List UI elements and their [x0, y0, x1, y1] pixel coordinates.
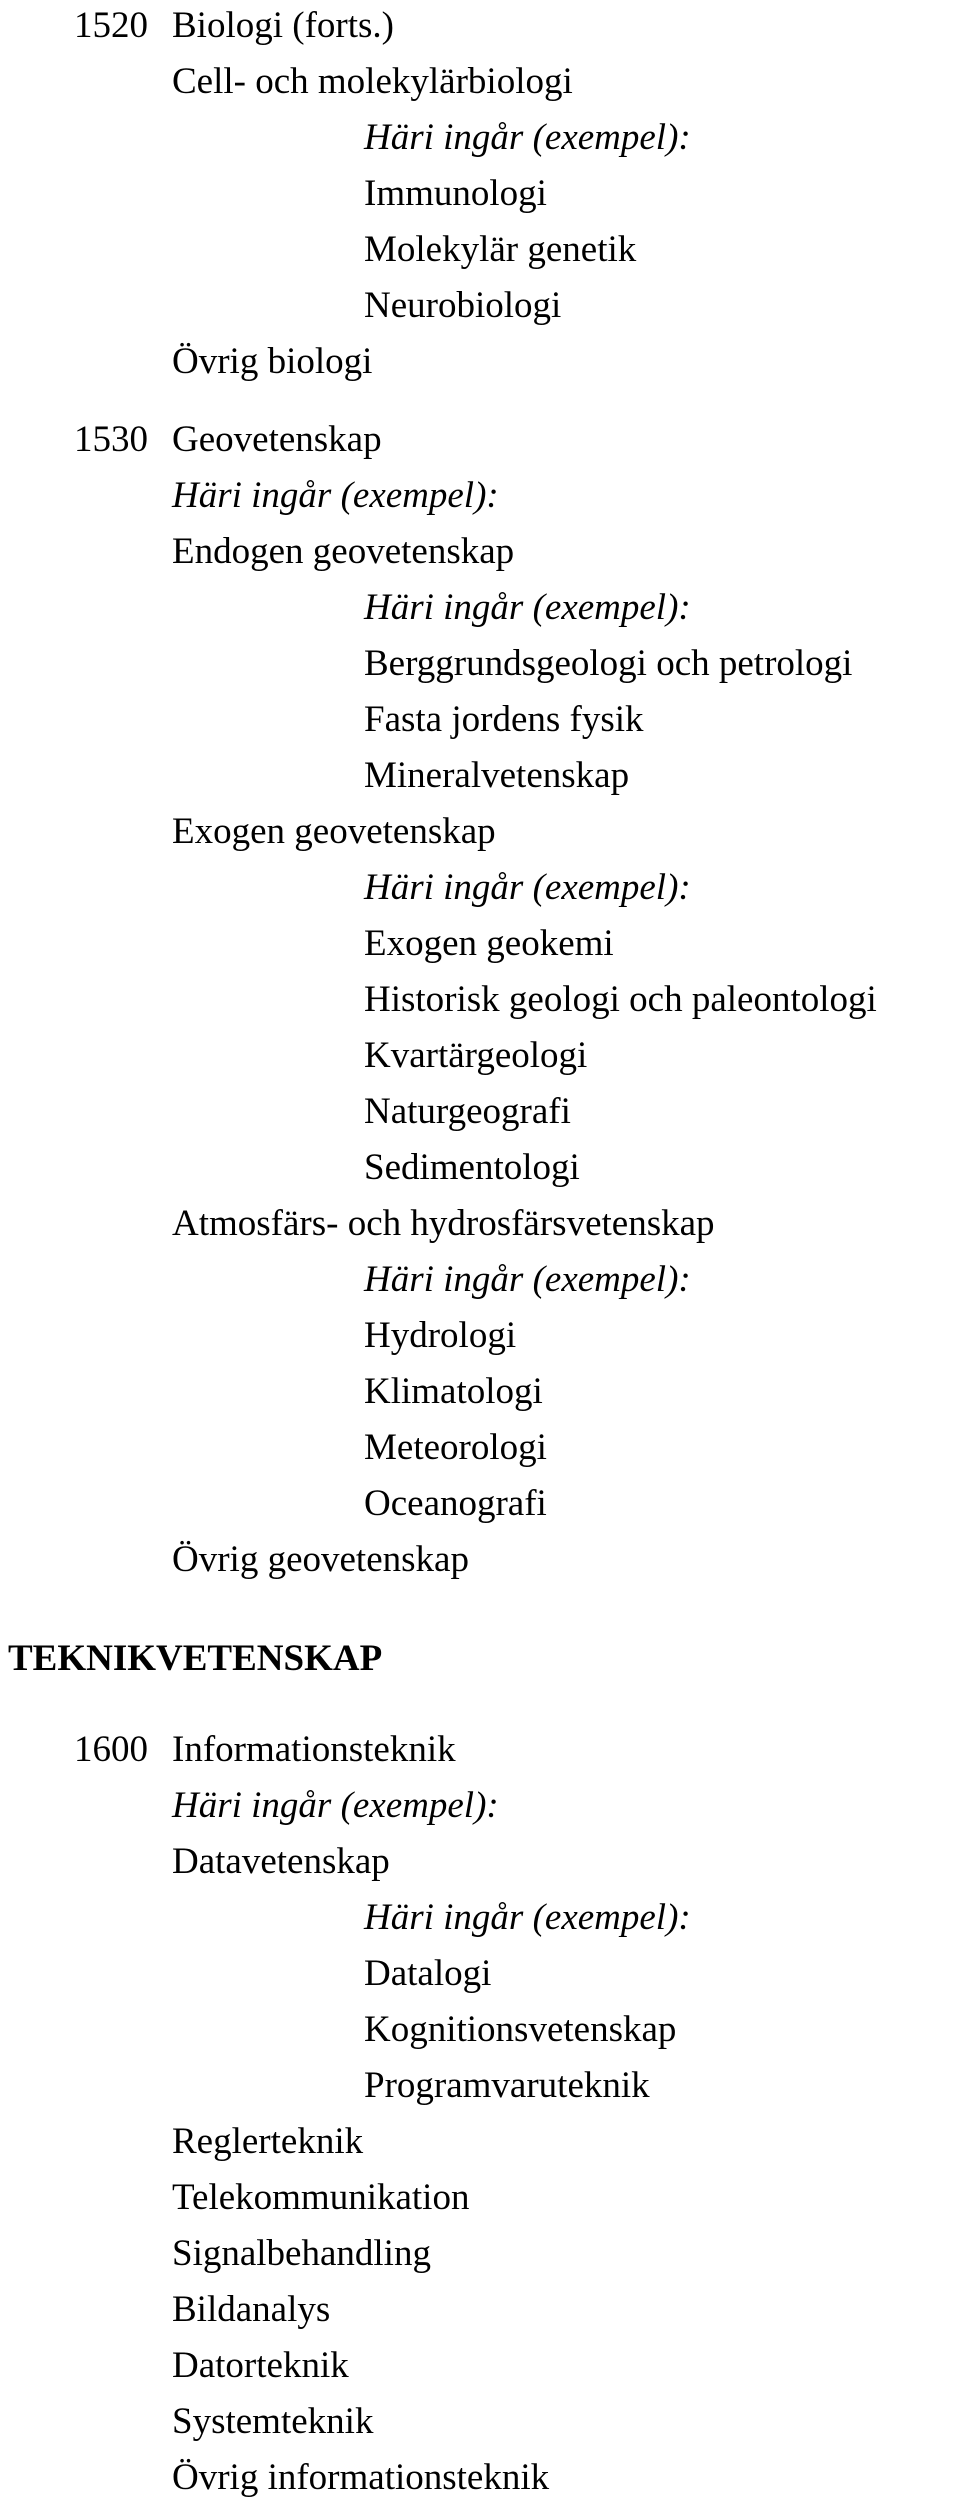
- subsection-title: Telekommunikation: [172, 2177, 470, 2218]
- subsection-title: Reglerteknik: [172, 2121, 364, 2162]
- subsection-title: Signalbehandling: [172, 2233, 431, 2274]
- subsection-title: Endogen geovetenskap: [172, 531, 515, 572]
- subsection-title: Övrig biologi: [172, 341, 373, 382]
- list-item: Meteorologi: [364, 1427, 547, 1468]
- list-item: Exogen geokemi: [364, 923, 614, 964]
- section-title: Informationsteknik: [172, 1729, 456, 1770]
- category-heading: TEKNIKVETENSKAP: [8, 1638, 383, 1679]
- list-item: Berggrundsgeologi och petrologi: [364, 643, 853, 684]
- list-item: Historisk geologi och paleontologi: [364, 979, 877, 1020]
- section-code: 1600: [74, 1729, 148, 1770]
- list-item: Oceanografi: [364, 1483, 547, 1524]
- list-item: Mineralvetenskap: [364, 755, 630, 796]
- subsection-title: Atmosfärs- och hydrosfärsvetenskap: [172, 1203, 715, 1244]
- list-item: Kvartärgeologi: [364, 1035, 588, 1076]
- list-item: Datalogi: [364, 1953, 492, 1994]
- includes-label: Häri ingår (exempel):: [364, 117, 691, 158]
- subsection-title: Exogen geovetenskap: [172, 811, 496, 852]
- list-item: Naturgeografi: [364, 1091, 571, 1132]
- list-item: Fasta jordens fysik: [364, 699, 644, 740]
- subsection-title: Övrig informationsteknik: [172, 2457, 550, 2498]
- subsection-title: Datavetenskap: [172, 1841, 390, 1882]
- list-item: Immunologi: [364, 173, 547, 214]
- list-item: Neurobiologi: [364, 285, 562, 326]
- list-item: Klimatologi: [364, 1371, 543, 1412]
- list-item: Sedimentologi: [364, 1147, 580, 1188]
- includes-label: Häri ingår (exempel):: [172, 475, 499, 516]
- subsection-title: Datorteknik: [172, 2345, 349, 2386]
- subsection-title: Övrig geovetenskap: [172, 1539, 469, 1580]
- section-code: 1530: [74, 419, 148, 460]
- includes-label: Häri ingår (exempel):: [364, 1897, 691, 1938]
- section-code: 1520: [74, 5, 148, 46]
- includes-label: Häri ingår (exempel):: [364, 1259, 691, 1300]
- subsection-title: Bildanalys: [172, 2289, 331, 2330]
- includes-label: Häri ingår (exempel):: [172, 1785, 499, 1826]
- section-title: Geovetenskap: [172, 419, 382, 460]
- includes-label: Häri ingår (exempel):: [364, 587, 691, 628]
- list-item: Kognitionsvetenskap: [364, 2009, 677, 2050]
- includes-label: Häri ingår (exempel):: [364, 867, 691, 908]
- list-item: Hydrologi: [364, 1315, 517, 1356]
- subsection-title: Systemteknik: [172, 2401, 374, 2442]
- section-title: Biologi (forts.): [172, 5, 394, 46]
- list-item: Molekylär genetik: [364, 229, 637, 270]
- list-item: Programvaruteknik: [364, 2065, 650, 2106]
- subsection-title: Cell- och molekylärbiologi: [172, 61, 573, 102]
